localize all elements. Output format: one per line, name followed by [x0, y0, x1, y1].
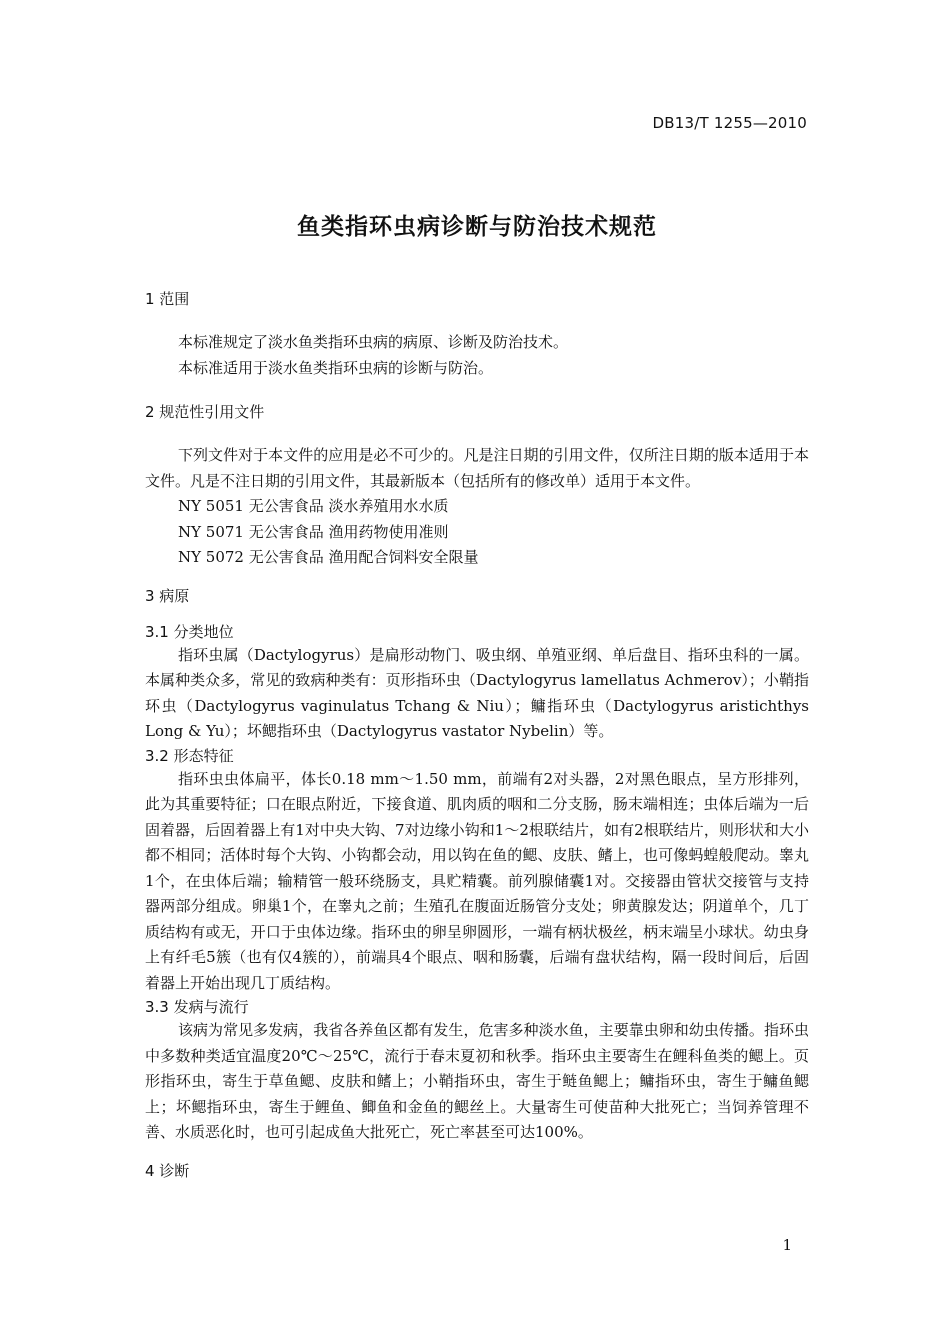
section-1-heading: 1 范围	[145, 290, 190, 308]
section-1-paragraph-1: 本标准规定了淡水鱼类指环虫病的病原、诊断及防治技术。	[178, 333, 569, 351]
section-3-heading: 3 病原	[145, 586, 190, 605]
section-3-2-heading: 3.2 形态特征	[145, 746, 234, 765]
section-3-2-paragraph: 指环虫虫体扁平，体长0.18 mm～1.50 mm，前端有2对头器，2对黑色眼点，呈方形排列，此为其重要特征；口在眼点附近，下接食道、肌肉质的咽和二分支肠，肠末端相连；虫体后端为一后固着器，后固着器上有1对中央大钩、7对边缘小钩和1～2根联结片，如有2根联结片，则形状和大小都不相同；活体时每个大钩、小钩都会动，用以钩在鱼的鳃、皮肤、鳍上，也可像蚂蝗般爬动。睾丸1个，在虫体后端；输精管一般环绕肠支，具贮精囊。前列腺储囊1对。交接器由管状交接管与支持器两部分组成。卵巢1个，在睾丸之前；生殖孔在腹面近肠管分支处；卵黄腺发达；阴道单个，几丁质结构有或无，开口于虫体边缘。指环虫的卵呈卵圆形，一端有柄状极丝，柄末端呈小球状。幼虫身上有纤毛5簇（也有仅4簇的），前端具4个眼点、咽和肠囊，后端有盘状结构，隔一段时间后，后固着器上开始出现几丁质结构。	[145, 769, 809, 992]
document-body	[145, 288, 809, 1182]
section-3-1-heading: 3.1 分类地位	[145, 622, 234, 641]
section-3-3-heading: 3.3 发病与流行	[145, 998, 249, 1016]
section-2-paragraph-1: 下列文件对于本文件的应用是必不可少的。凡是注日期的引用文件，仅所注日期的版本适用于本文件。凡是不注日期的引用文件，其最新版本（包括所有的修改单）适用于本文件。	[145, 446, 809, 490]
document-title: 鱼类指环虫病诊断与防治技术规范	[297, 214, 657, 240]
reference-item: NY 5051 无公害食品 淡水养殖用水水质	[178, 497, 449, 515]
page-number: 1	[782, 1236, 792, 1254]
reference-item: NY 5071 无公害食品 渔用药物使用准则	[178, 522, 449, 541]
reference-item: NY 5072 无公害食品 渔用配合饲料安全限量	[178, 548, 479, 566]
section-2-heading: 2 规范性引用文件	[145, 403, 265, 421]
section-4-heading: 4 诊断	[145, 1161, 190, 1180]
section-1-paragraph-2: 本标准适用于淡水鱼类指环虫病的诊断与防治。	[178, 358, 494, 377]
standard-code: DB13/T 1255—2010	[652, 114, 807, 132]
section-3-3-paragraph: 该病为常见多发病，我省各养鱼区都有发生，危害多种淡水鱼，主要靠虫卵和幼虫传播。指环虫中多数种类适宜温度20℃～25℃，流行于春末夏初和秋季。指环虫主要寄生在鲤科鱼类的鳃上。页形指环虫，寄生于草鱼鳃、皮肤和鳍上；小鞘指环虫，寄生于鲢鱼鳃上；鳙指环虫，寄生于鳙鱼鳃上；坏鳃指环虫，寄生于鲤鱼、鲫鱼和金鱼的鳃丝上。大量寄生可使苗种大批死亡；当饲养管理不善、水质恶化时，也可引起成鱼大批死亡，死亡率甚至可达100%。	[145, 1021, 809, 1141]
section-3-1-paragraph: 指环虫属（Dactylogyrus）是扁形动物门、吸虫纲、单殖亚纲、单后盘目、指环虫科的一属。本属种类众多，常见的致病种类有：页形指环虫（Dactylogyrus lamellatus Achmerov）；小鞘指环虫（Dactylogyrus vaginulatus Tchang & Niu）；鳙指环虫（Dactylogyrus aristichthys Long & Yu）；坏鳃指环虫（Dactylogyrus vastator Nybelin）等。	[145, 645, 809, 740]
